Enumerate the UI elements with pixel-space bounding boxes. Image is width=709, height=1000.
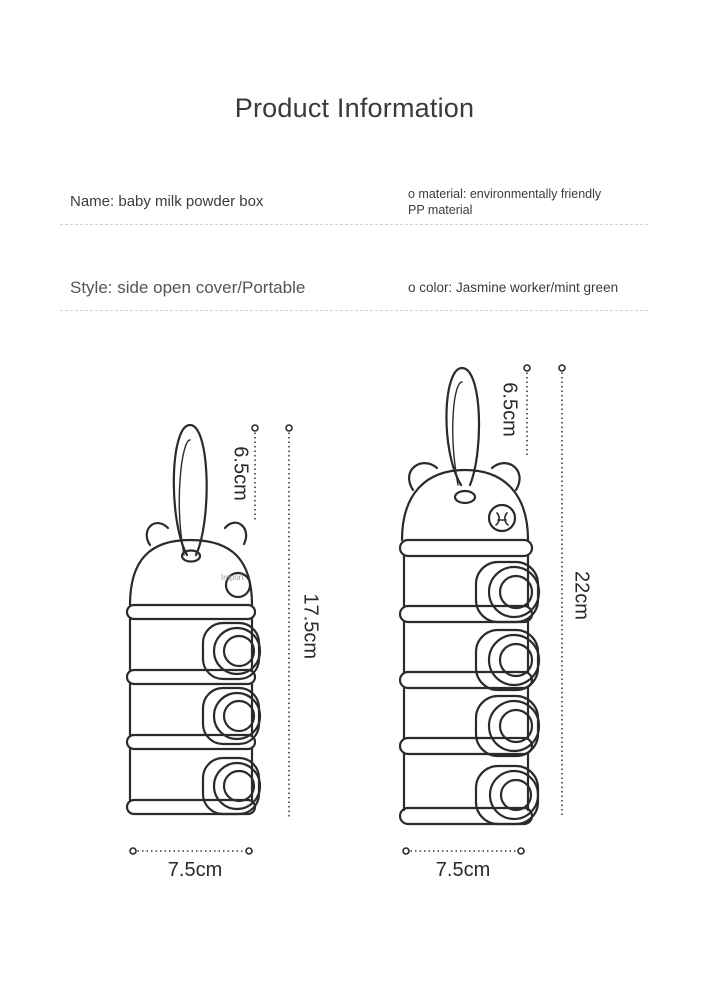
material-line-2: PP material [408, 203, 473, 217]
imprint-text: Import [221, 573, 244, 582]
large-top-height-label: 6.5cm [498, 382, 521, 437]
small-top-height-label: 6.5cm [229, 446, 252, 501]
large-total-height-label: 22cm [570, 571, 593, 620]
small-width-label: 7.5cm [167, 859, 223, 881]
material-line-1: o material: environmentally friendly [408, 187, 602, 201]
small-total-height-label: 17.5cm [299, 593, 322, 660]
product-style: Style: side open cover/Portable [70, 278, 306, 297]
large-width-label: 7.5cm [435, 859, 491, 881]
product-color: o color: Jasmine worker/mint green [408, 280, 619, 295]
product-name: Name: baby milk powder box [70, 193, 264, 210]
page-title: Product Information [234, 93, 475, 123]
